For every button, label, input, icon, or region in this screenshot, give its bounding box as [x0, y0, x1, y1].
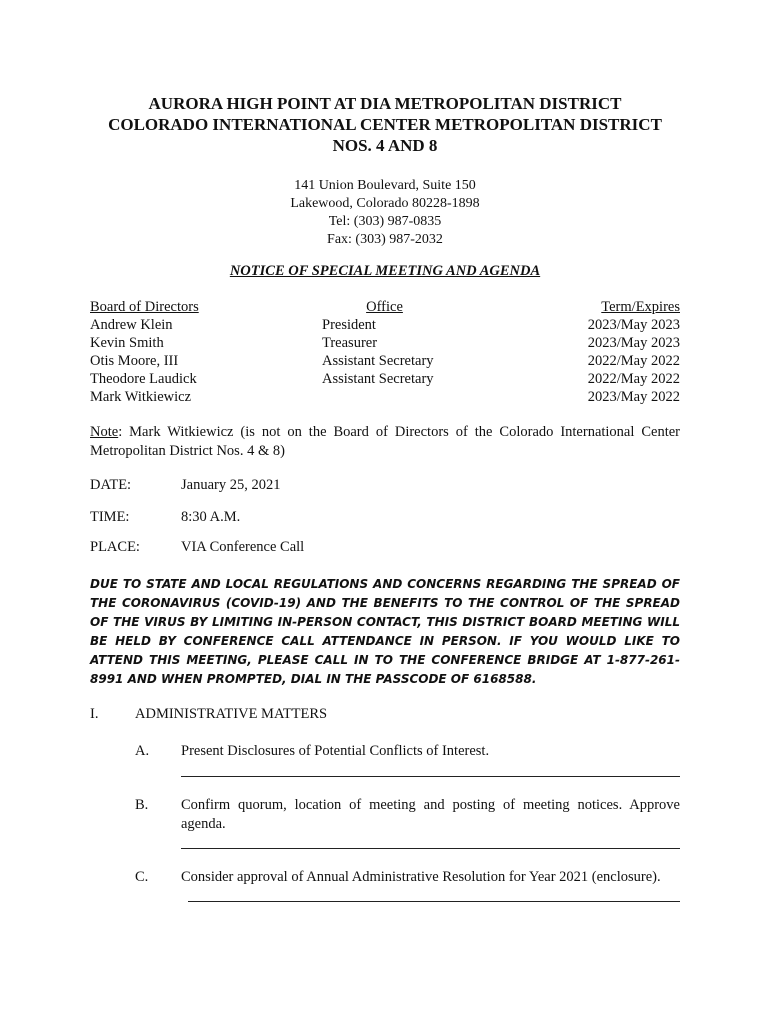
board-table — [90, 298, 680, 406]
member-name: Otis Moore, III — [90, 353, 179, 369]
title-line: NOS. 4 AND 8 — [332, 136, 438, 155]
note-text: : Mark Witkiewicz (is not on the Board of Directors of the Colorado International Center Metropolitan District Nos. 4 & 8) — [90, 424, 680, 459]
item-letter: C. — [135, 869, 149, 885]
member-term: 2022/May 2022 — [587, 353, 680, 369]
member-term: 2023/May 2022 — [587, 389, 680, 405]
item-letter: A. — [135, 743, 150, 759]
board-row — [90, 316, 680, 334]
member-name: Mark Witkiewicz — [90, 389, 192, 405]
notice-title: NOTICE OF SPECIAL MEETING AND AGENDA — [229, 263, 541, 279]
member-term: 2023/May 2023 — [587, 335, 680, 351]
date-label: DATE: — [90, 477, 132, 493]
member-office: Assistant Secretary — [322, 353, 434, 369]
item-rule — [181, 776, 680, 777]
section-number: I. — [90, 706, 99, 722]
item-rule — [188, 901, 680, 902]
fax-line: Fax: (303) 987-2032 — [327, 232, 443, 247]
member-office: President — [322, 317, 376, 333]
member-term: 2023/May 2023 — [587, 317, 680, 333]
notice-heading — [0, 263, 770, 280]
section-title: ADMINISTRATIVE MATTERS — [135, 706, 328, 722]
board-row — [90, 352, 680, 370]
time-label: TIME: — [90, 509, 130, 525]
item-rule — [181, 848, 680, 849]
member-name: Kevin Smith — [90, 335, 164, 351]
phone-line: Tel: (303) 987-0835 — [328, 214, 442, 229]
board-note — [90, 423, 680, 461]
board-header-office: Office — [366, 299, 403, 315]
place-value: VIA Conference Call — [181, 539, 305, 555]
board-row — [90, 370, 680, 388]
board-header-name: Board of Directors — [90, 299, 199, 315]
note-label: Note — [90, 424, 119, 440]
board-row — [90, 334, 680, 352]
item-text: Confirm quorum, location of meeting and posting of meeting notices. Approve agenda. — [181, 797, 680, 832]
board-header-row — [90, 298, 680, 316]
place-label: PLACE: — [90, 539, 140, 555]
member-office: Assistant Secretary — [322, 371, 434, 387]
address-line: 141 Union Boulevard, Suite 150 — [294, 178, 476, 193]
title-line: COLORADO INTERNATIONAL CENTER METROPOLITAN DISTRICT — [108, 115, 662, 134]
document-title — [0, 93, 770, 156]
date-value: January 25, 2021 — [181, 477, 281, 493]
member-name: Andrew Klein — [90, 317, 173, 333]
board-row — [90, 388, 680, 406]
member-office: Treasurer — [322, 335, 378, 351]
member-name: Theodore Laudick — [90, 371, 197, 387]
member-term: 2022/May 2022 — [587, 371, 680, 387]
address-line: Lakewood, Colorado 80228-1898 — [290, 196, 480, 211]
item-text: Consider approval of Annual Administrative Resolution for Year 2021 (enclosure). — [181, 869, 661, 885]
item-text: Present Disclosures of Potential Conflicts of Interest. — [181, 743, 490, 759]
title-line: AURORA HIGH POINT AT DIA METROPOLITAN DISTRICT — [148, 94, 622, 113]
time-value: 8:30 A.M. — [181, 509, 241, 525]
covid-notice: DUE TO STATE AND LOCAL REGULATIONS AND CONCERNS REGARDING THE SPREAD OF THE CORONAVIRUS (COVID-19) AND THE BENEFITS TO THE CONTROL OF THE SPREAD OF THE VIRUS BY LIMITING IN-PERSON CONTACT, THIS DISTRICT BOARD MEETING WILL BE HELD BY CONFERENCE CALL ATTENDANCE IN PERSON. IF YOU WOULD LIKE TO ATTEND THIS MEETING, PLEASE CALL IN TO THE CONFERENCE BRIDGE AT 1-877-261-8991 AND WHEN PROMPTED, DIAL IN THE PASSCODE OF 6168588. — [90, 577, 680, 686]
item-letter: B. — [135, 797, 149, 813]
board-header-term: Term/Expires — [601, 299, 680, 315]
address-block — [0, 177, 770, 249]
